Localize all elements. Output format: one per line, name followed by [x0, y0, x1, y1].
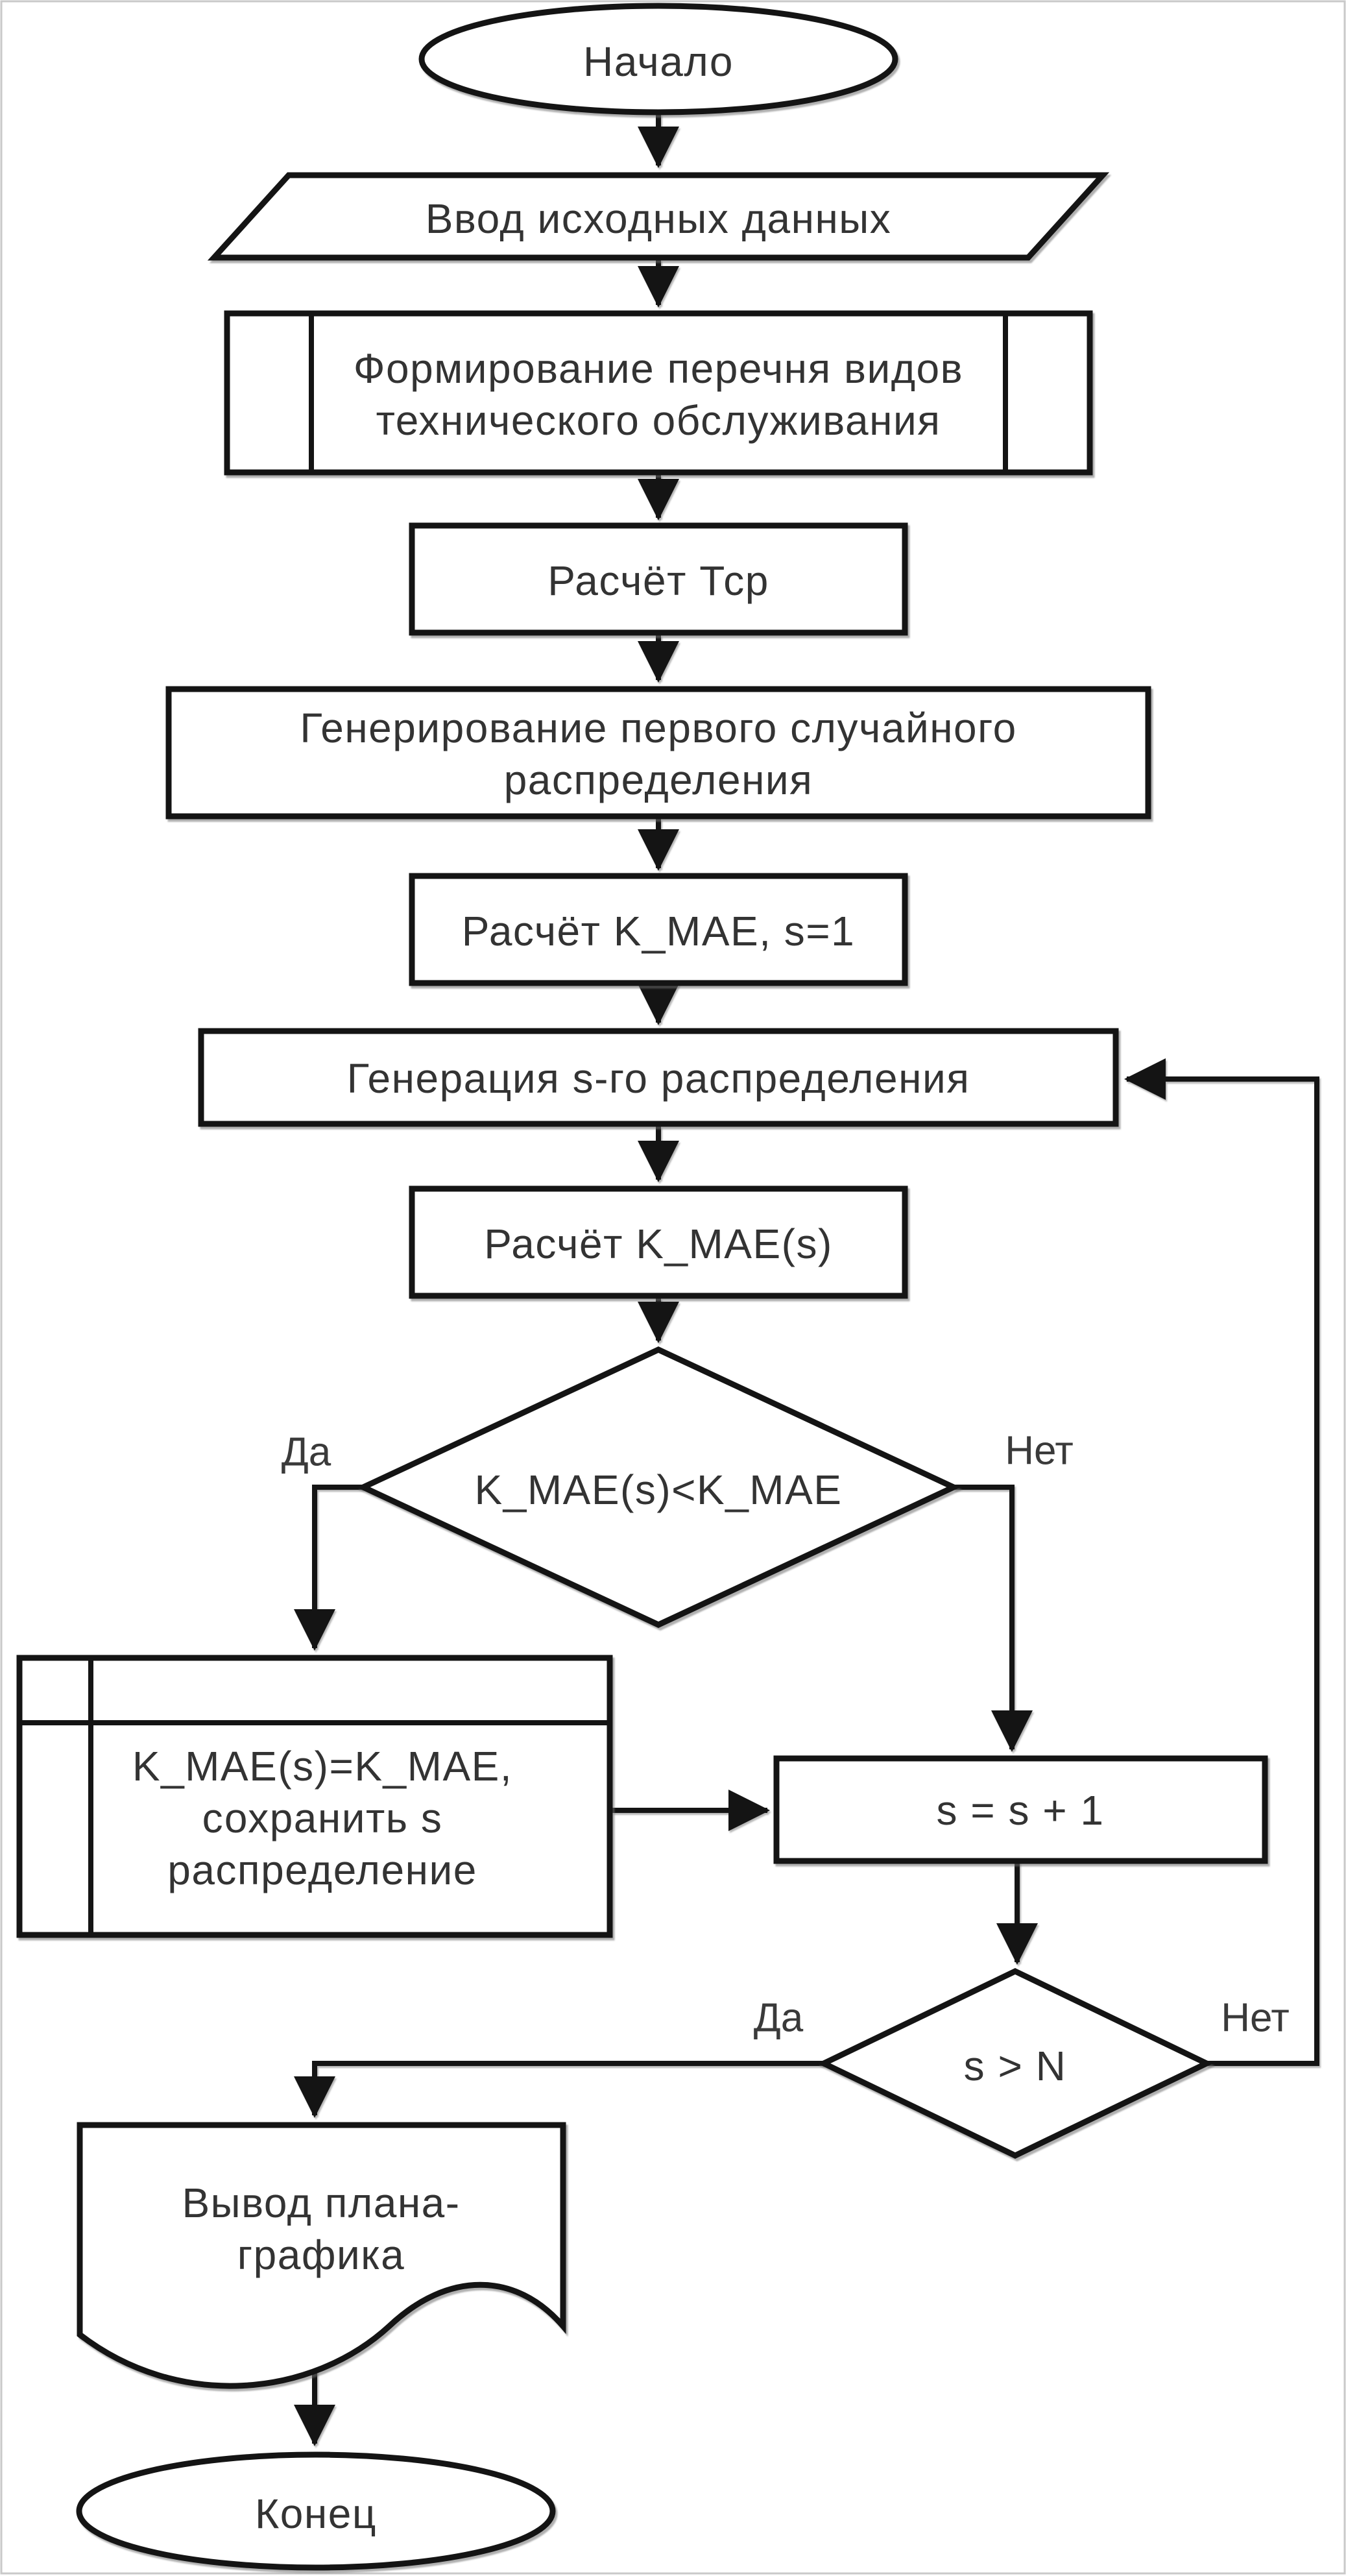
decision-kmae-yes-label: Да [281, 1429, 331, 1475]
node-generate-s-distribution [201, 1031, 1116, 1124]
arrow-decision2-no-loopback [1127, 1079, 1317, 2063]
form-list-line2: технического обслуживания [376, 397, 941, 444]
predefined-process-shape [227, 313, 1090, 472]
genfirst-line2: распределения [503, 757, 813, 803]
genfirst-line1: Генерирование первого случайного [300, 705, 1017, 751]
decision-sn-label: s > N [963, 2043, 1067, 2089]
node-start-label: Начало [583, 38, 734, 85]
node-generate-first-distribution [169, 689, 1148, 816]
arrow-decision2-yes [315, 2063, 824, 2115]
decision-sn-yes-label: Да [753, 1995, 804, 2041]
node-start [422, 6, 895, 112]
decision-kmae-label: K_MAE(s)<K_MAE [474, 1466, 843, 1513]
node-decision-sn [754, 1971, 1290, 2156]
node-increment-s [776, 1758, 1265, 1861]
arrow-decision1-yes [315, 1487, 363, 1648]
node-end-label: Конец [255, 2490, 377, 2537]
increment-label: s = s + 1 [936, 1787, 1105, 1834]
output-line1: Вывод плана- [182, 2180, 461, 2226]
node-input-data [214, 175, 1103, 258]
output-line2: графика [237, 2231, 405, 2278]
save-line2: сохранить s [202, 1795, 443, 1841]
calc-tavg-label: Расчёт Тср [547, 557, 769, 604]
arrow-decision1-no [954, 1487, 1012, 1749]
gens-label: Генерация s-го распределения [346, 1055, 970, 1102]
node-calc-kmae-s [412, 1189, 905, 1296]
node-calc-kmae-s1 [412, 876, 905, 983]
node-form-maintenance-list [227, 313, 1090, 472]
calc-kmae-s-label: Расчёт K_MAE(s) [484, 1221, 833, 1267]
node-save-distribution [19, 1658, 610, 1935]
node-calc-tavg [412, 526, 905, 633]
node-output-schedule [80, 2125, 563, 2386]
node-decision-kmae [282, 1350, 1074, 1625]
calc-kmae-s1-label: Расчёт K_MAE, s=1 [461, 908, 856, 954]
form-list-line1: Формирование перечня видов [353, 345, 964, 392]
save-line1: K_MAE(s)=K_MAE, [132, 1743, 513, 1790]
decision-kmae-no-label: Нет [1005, 1428, 1074, 1474]
save-line3: распределение [167, 1847, 477, 1893]
node-end [79, 2455, 553, 2568]
decision-sn-no-label: Нет [1221, 1995, 1290, 2041]
node-input-label: Ввод исходных данных [425, 195, 892, 242]
